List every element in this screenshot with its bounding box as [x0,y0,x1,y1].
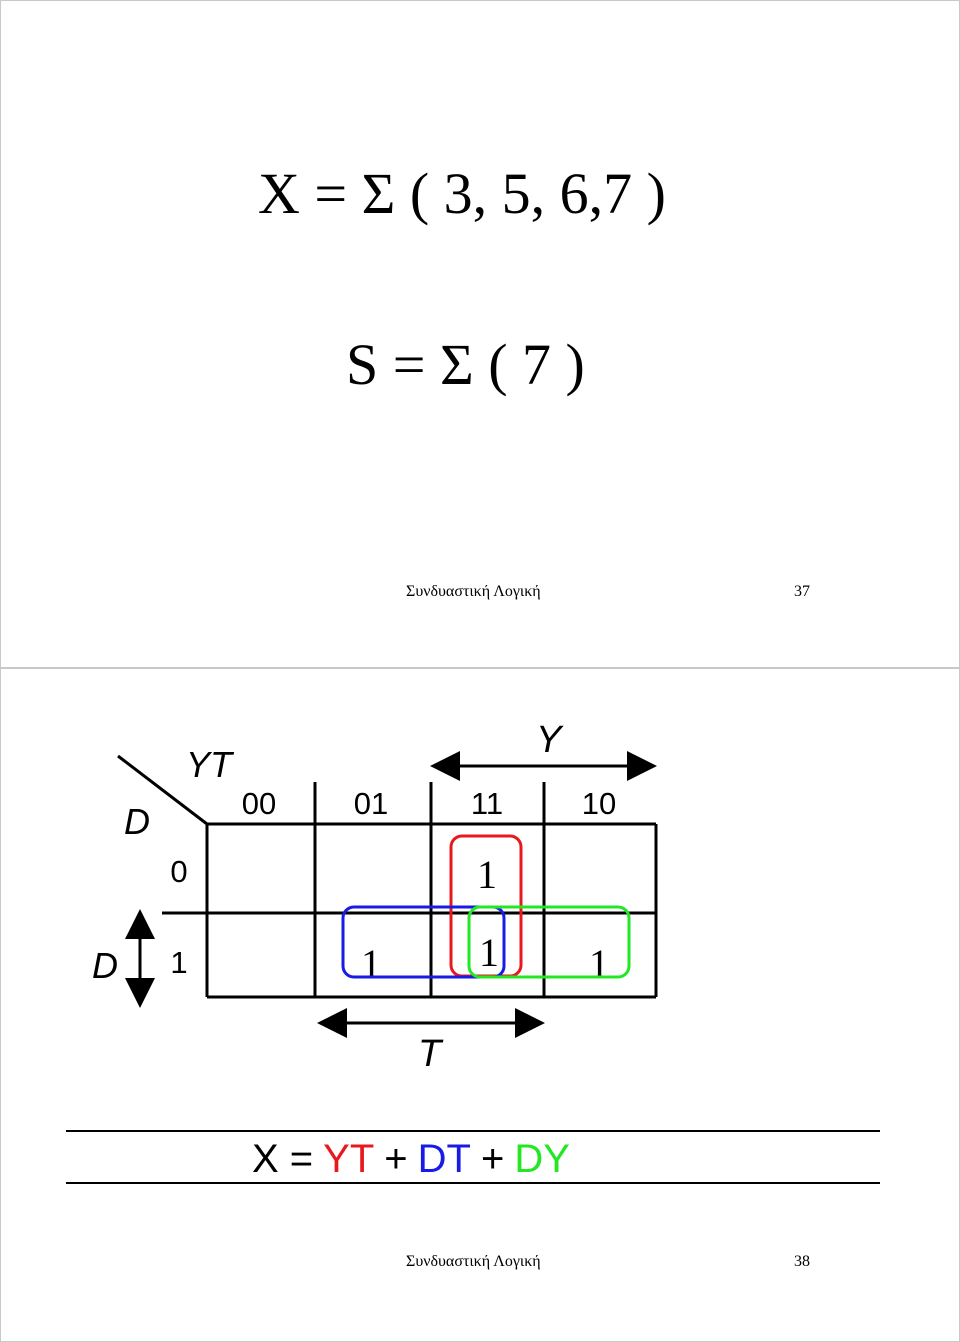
cell-r1-c01: 1 [361,941,381,986]
karnaugh-map-diagram [66,690,880,1185]
footer-title: Συνδυαστική Λογική [406,583,541,600]
cell-r1-c10: 1 [589,941,609,986]
row-header-1: 1 [170,945,188,980]
karnaugh-map-figure [66,690,880,1185]
boolean-expression [252,1137,570,1181]
col-header-00: 00 [241,786,277,821]
row-header-0: 0 [170,854,188,889]
expression-term-dy: DY [514,1137,570,1181]
footer-title: Συνδυαστική Λογική [406,1253,541,1270]
col-header-10: 10 [581,786,617,821]
expression-term-yt: YT [323,1137,375,1181]
expression-term-dt: DT [417,1137,471,1181]
corner-row-variable: D [124,801,150,842]
cell-r1-c11: 1 [479,930,499,975]
expression-plus-2: + [480,1137,505,1181]
col-header-11: 11 [470,786,504,821]
equation-s: S = Σ ( 7 ) [346,332,585,397]
page-number: 37 [794,583,810,600]
expression-lhs: X = [252,1137,314,1181]
corner-col-variable: YT [186,744,233,785]
y-label: Y [536,719,562,761]
expression-plus-1: + [384,1137,408,1181]
cell-r0-c11: 1 [477,852,497,897]
page-number: 38 [794,1253,810,1270]
d-label: D [92,945,118,986]
equation-x: X = Σ ( 3, 5, 6,7 ) [258,161,666,226]
t-label: T [418,1033,442,1075]
col-header-01: 01 [353,786,389,821]
